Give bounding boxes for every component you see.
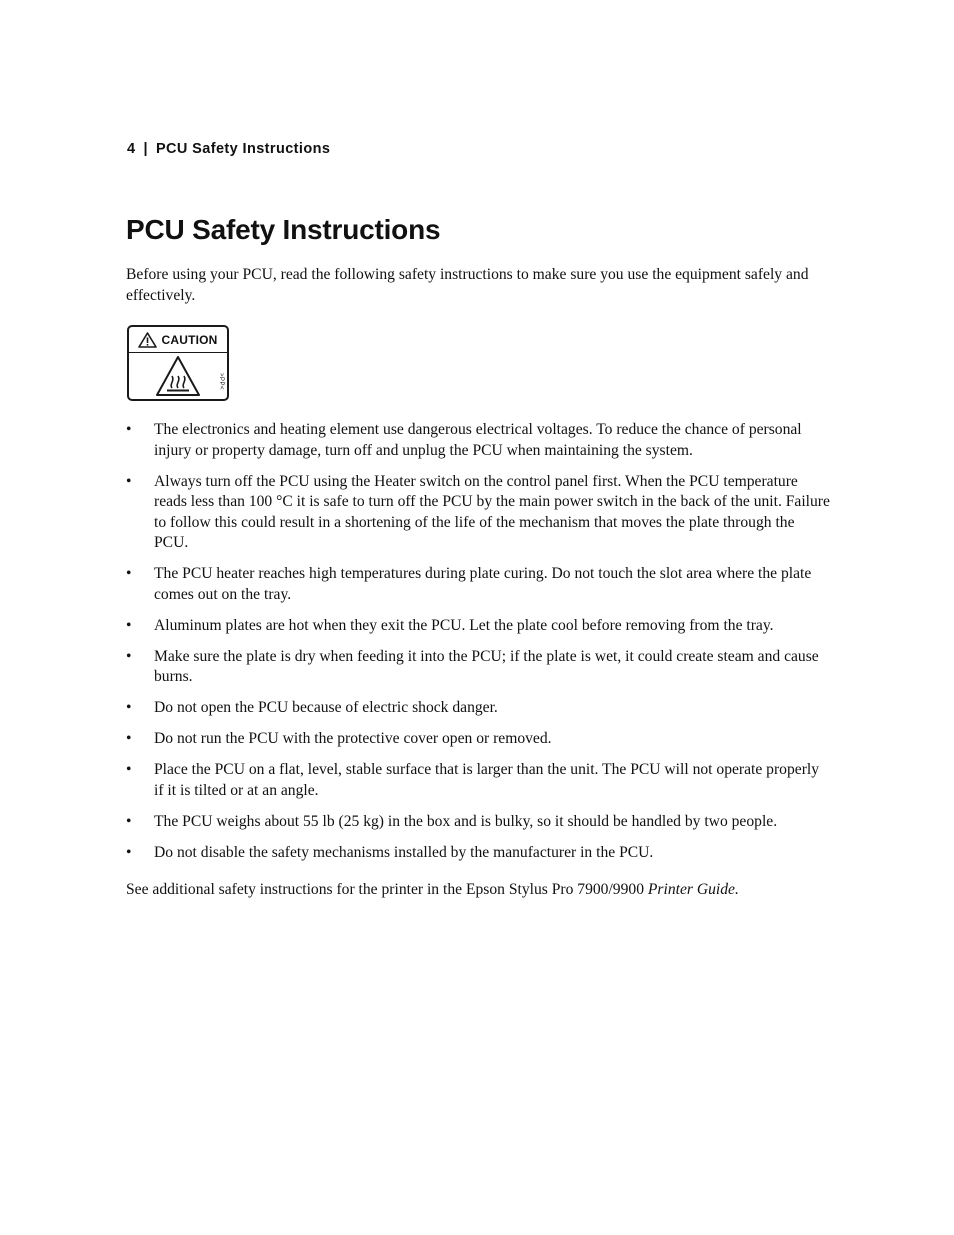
caution-label bbox=[127, 325, 229, 401]
bullet-glyph: • bbox=[126, 472, 132, 490]
list-item-text: Do not open the PCU because of electric shock danger. bbox=[154, 699, 498, 716]
list-item bbox=[126, 647, 831, 688]
list-item-text: Make sure the plate is dry when feeding it into the PCU; if the plate is wet, it could create steam and cause burns. bbox=[154, 647, 819, 685]
caution-header bbox=[129, 327, 227, 353]
safety-bullet-list bbox=[126, 420, 831, 874]
caution-fine-print: >PP< bbox=[218, 373, 224, 391]
intro-paragraph: Before using your PCU, read the following safety instructions to make sure you use the equipment safely and effectively. bbox=[126, 266, 809, 304]
bullet-glyph: • bbox=[126, 565, 132, 582]
list-item-text: Place the PCU on a flat, level, stable surface that is larger than the unit. The PCU will not operate properly if it is tilted or at an angle. bbox=[154, 761, 820, 799]
list-item bbox=[126, 729, 831, 750]
list-item bbox=[126, 564, 831, 605]
list-item bbox=[126, 843, 831, 864]
bullet-glyph: • bbox=[126, 647, 132, 665]
bullet-glyph: • bbox=[126, 421, 132, 438]
list-item-text: The electronics and heating element use dangerous electrical voltages. To reduce the chance of personal injury or property damage, turn off and unplug the PCU when maintaining the system. bbox=[154, 421, 802, 459]
list-item bbox=[126, 698, 831, 719]
list-item-text: The PCU weighs about 55 lb (25 kg) in the box and is bulky, so it should be handled by two people. bbox=[154, 812, 778, 830]
hot-surface-icon bbox=[155, 355, 201, 397]
header-separator: | bbox=[143, 141, 148, 157]
bullet-glyph: • bbox=[126, 730, 132, 747]
bullet-glyph: • bbox=[126, 699, 132, 716]
bullet-glyph: • bbox=[126, 812, 132, 830]
list-item bbox=[126, 472, 831, 554]
see-also-paragraph bbox=[126, 880, 831, 901]
list-item-text: Always turn off the PCU using the Heater switch on the control panel first. When the PCU temperature reads less than 100 °C it is safe to turn off the PCU by the main power switch in the back of the unit. Failure to follow this could result in a shortening of the life of the mechanism that moves the plate through the PCU. bbox=[154, 472, 830, 551]
caution-text: CAUTION bbox=[161, 332, 218, 347]
warning-triangle-icon bbox=[138, 332, 157, 348]
bullet-glyph: • bbox=[126, 761, 132, 778]
list-item bbox=[126, 812, 831, 833]
list-item-text: Do not disable the safety mechanisms installed by the manufacturer in the PCU. bbox=[154, 843, 654, 861]
list-item bbox=[126, 760, 831, 801]
header-section-title: PCU Safety Instructions bbox=[155, 141, 331, 157]
list-item-text: The PCU heater reaches high temperatures during plate curing. Do not touch the slot area where the plate comes out on the tray. bbox=[154, 565, 812, 603]
see-also-text: See additional safety instructions for the printer in the Epson Stylus Pro 7900/9900 bbox=[126, 881, 648, 898]
list-item-text: Do not run the PCU with the protective cover open or removed. bbox=[154, 730, 552, 747]
printer-guide-title: Printer Guide. bbox=[647, 881, 739, 898]
bullet-glyph: • bbox=[126, 843, 132, 861]
list-item-text: Aluminum plates are hot when they exit the PCU. Let the plate cool before removing from the tray. bbox=[154, 616, 774, 634]
page-number: 4 bbox=[127, 141, 136, 157]
list-item bbox=[126, 616, 831, 637]
list-item bbox=[126, 420, 831, 461]
page-title: PCU Safety Instructions bbox=[126, 214, 441, 245]
bullet-glyph: • bbox=[126, 616, 132, 634]
running-header bbox=[127, 141, 330, 157]
